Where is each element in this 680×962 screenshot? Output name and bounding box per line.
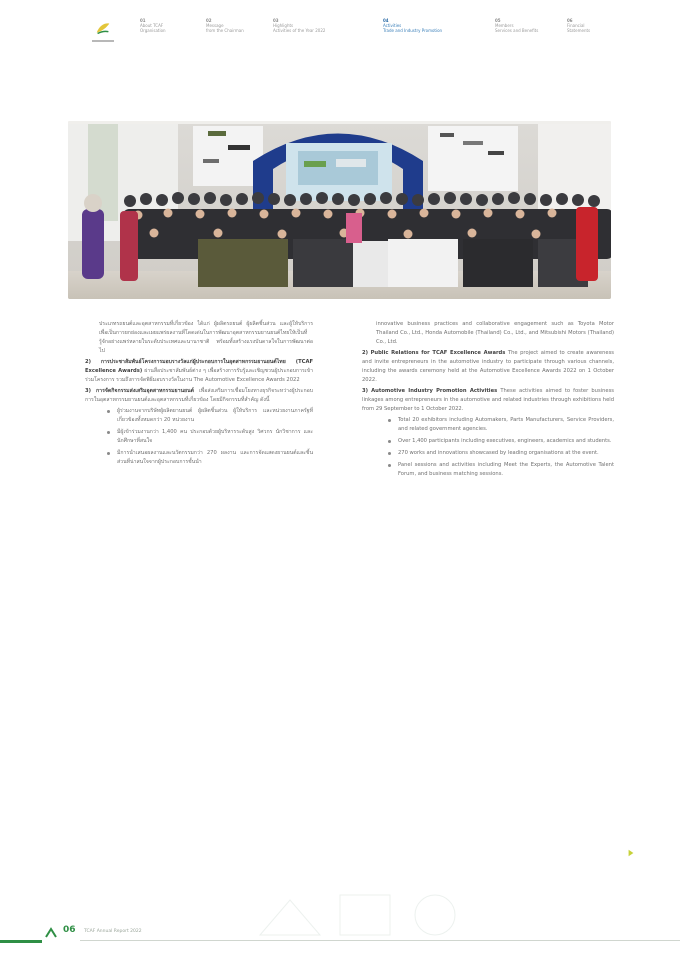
right-section-2-title: Public Relations for TCAF Excellence Awards <box>370 350 506 356</box>
nav-item-2[interactable] <box>206 18 244 33</box>
right-bullet-item: Over 1,400 participants including executives, engineers, academics and students. <box>362 437 614 446</box>
left-bullet-list <box>85 407 313 467</box>
nav-item-1-sublabel: Organisation <box>140 28 166 33</box>
group-photo <box>68 121 611 299</box>
left-section-3-title: การจัดกิจกรรมส่งเสริมอุตสาหกรรมยานยนต์ <box>96 388 194 394</box>
nav-item-6-sublabel: Statements <box>567 28 591 33</box>
nav-item-4-label: Activities <box>383 23 402 28</box>
top-navigation <box>0 14 680 50</box>
nav-item-4-sublabel: Trade and Industry Promotion <box>383 28 443 33</box>
continue-arrow-icon[interactable] <box>627 849 635 857</box>
right-paragraph-1: innovative business practices and collaborative engagement such as Toyota Motor Thailand Co., Ltd., Honda Automobile (Thailand) Co., Ltd., and Mitsubishi Motors (Thailand) Co., Ltd. <box>376 321 614 345</box>
right-section-2-number: 2) <box>362 350 368 356</box>
nav-item-6-number: 06 <box>567 18 573 23</box>
left-text-column <box>85 320 313 471</box>
nav-item-4-active[interactable] <box>383 18 442 33</box>
left-bullet-item: ผู้ร่วมงานจากบริษัทผู้ผลิตยานยนต์ ผู้ผลิตชิ้นส่วน ผู้ให้บริการ และหน่วยงานภาครัฐที่เกี่ยวข้องทั้งหมดกว่า 20 หน่วยงาน <box>85 407 313 425</box>
right-section-2-body: The project aimed to create awareness and invite entrepreneurs in the automotive industry to participate through various channels, including the awards ceremony held at the Automotive Excellence Awards 2022 on 1 October 2022. <box>362 350 614 383</box>
leaf-footer-icon <box>44 925 58 939</box>
nav-item-1-number: 01 <box>140 18 146 23</box>
right-bullet-item: Panel sessions and activities including Meet the Experts, the Automotive Talent Forum, and business matching sessions. <box>362 461 614 479</box>
nav-item-5-label: Members <box>495 23 514 28</box>
right-section-3-title: Automotive Industry Promotion Activities <box>371 388 498 394</box>
nav-item-6[interactable] <box>567 18 590 33</box>
nav-item-5[interactable] <box>495 18 538 33</box>
nav-item-3-sublabel: Activities of the Year 2022 <box>273 28 326 33</box>
nav-item-2-number: 02 <box>206 18 212 23</box>
nav-item-3[interactable] <box>273 18 325 33</box>
watermark-graphic <box>250 880 480 940</box>
right-bullet-item: Total 20 exhibitors including Automakers, Parts Manufacturers, Service Providers, and related government agencies. <box>362 416 614 434</box>
right-section-3-number: 3) <box>362 388 368 394</box>
left-section-3-number: 3) <box>85 388 91 394</box>
left-section-2-number: 2) <box>85 359 91 365</box>
left-section-2-body: ผ่านสื่อประชาสัมพันธ์ต่าง ๆ เพื่อสร้างการรับรู้และเชิญชวนผู้ประกอบการเข้าร่วมโครงการ รวมถึงการจัดพิธีมอบรางวัลในงาน The Automotive Excellence Awards 2022 <box>85 368 313 383</box>
right-section-3 <box>362 387 614 414</box>
left-section-2-title: การประชาสัมพันธ์โครงการมอบรางวัลแก่ผู้ประกอบการในอุตสาหกรรมยานยนต์ไทย (TCAF Excellence Awards) <box>85 359 314 374</box>
nav-item-3-number: 03 <box>273 18 279 23</box>
left-bullet-item: มีการนำเสนอผลงานและนวัตกรรมกว่า 270 ผลงาน และการจัดแสดงยานยนต์และชิ้นส่วนที่น่าสนใจจากผู้ประกอบการชั้นนำ <box>85 449 313 467</box>
footer-accent-bar <box>0 940 42 943</box>
nav-item-5-number: 05 <box>495 18 501 23</box>
right-bullet-list <box>362 416 614 479</box>
nav-item-1-label: About TCAF <box>140 23 164 28</box>
left-paragraph-1: ประเภทรถยนต์และอุตสาหกรรมที่เกี่ยวข้อง ได้แก่ ผู้ผลิตรถยนต์ ผู้ผลิตชิ้นส่วน และผู้ให้บริการ เพื่อเป็นการยกย่องและเผยแพร่ผลงานที่โดดเด่นในการพัฒนาอุตสาหกรรมยานยนต์ไทยให้เป็นที่รู้จักอย่างแพร่หลายในระดับประเทศและนานาชาติ พร้อมทั้งสร้างแรงบันดาลใจในการพัฒนาต่อไป <box>99 321 313 354</box>
page-number: 06 <box>63 925 76 935</box>
nav-item-2-sublabel: from the Chairman <box>206 28 244 33</box>
nav-item-2-label: Message <box>206 23 224 28</box>
nav-item-6-label: Financial <box>567 23 585 28</box>
footer-divider <box>80 940 680 941</box>
right-text-column <box>362 320 614 483</box>
left-section-3-body: เพื่อส่งเสริมการเชื่อมโยงทางธุรกิจระหว่างผู้ประกอบการในอุตสาหกรรมยานยนต์และอุตสาหกรรมที่เกี่ยวข้อง โดยมีกิจกรรมที่สำคัญ ดังนี้ <box>85 388 314 403</box>
group-photo-illustration <box>68 121 611 299</box>
right-bullet-item: 270 works and innovations showcased by leading organisations at the event. <box>362 449 614 458</box>
logo-caption <box>92 40 114 42</box>
nav-item-3-label: Highlights <box>273 23 294 28</box>
leaf-logo-icon[interactable] <box>94 20 112 38</box>
right-section-3-body: These activities aimed to foster business linkages among entrepreneurs in the automotive and related industries through exhibitions held from 29 September to 1 October 2022. <box>362 388 614 412</box>
footer-report-title: TCAF Annual Report 2022 <box>84 929 142 934</box>
nav-item-4-number: 04 <box>383 18 389 23</box>
left-section-3 <box>85 387 313 405</box>
nav-item-5-sublabel: Services and Benefits <box>495 28 539 33</box>
right-section-2 <box>362 349 614 385</box>
nav-item-1[interactable] <box>140 18 166 33</box>
left-bullet-item: มีผู้เข้าร่วมงานกว่า 1,400 คน ประกอบด้วยผู้บริหารระดับสูง วิศวกร นักวิชาการ และนักศึกษาที่สนใจ <box>85 428 313 446</box>
left-section-2 <box>85 358 313 385</box>
